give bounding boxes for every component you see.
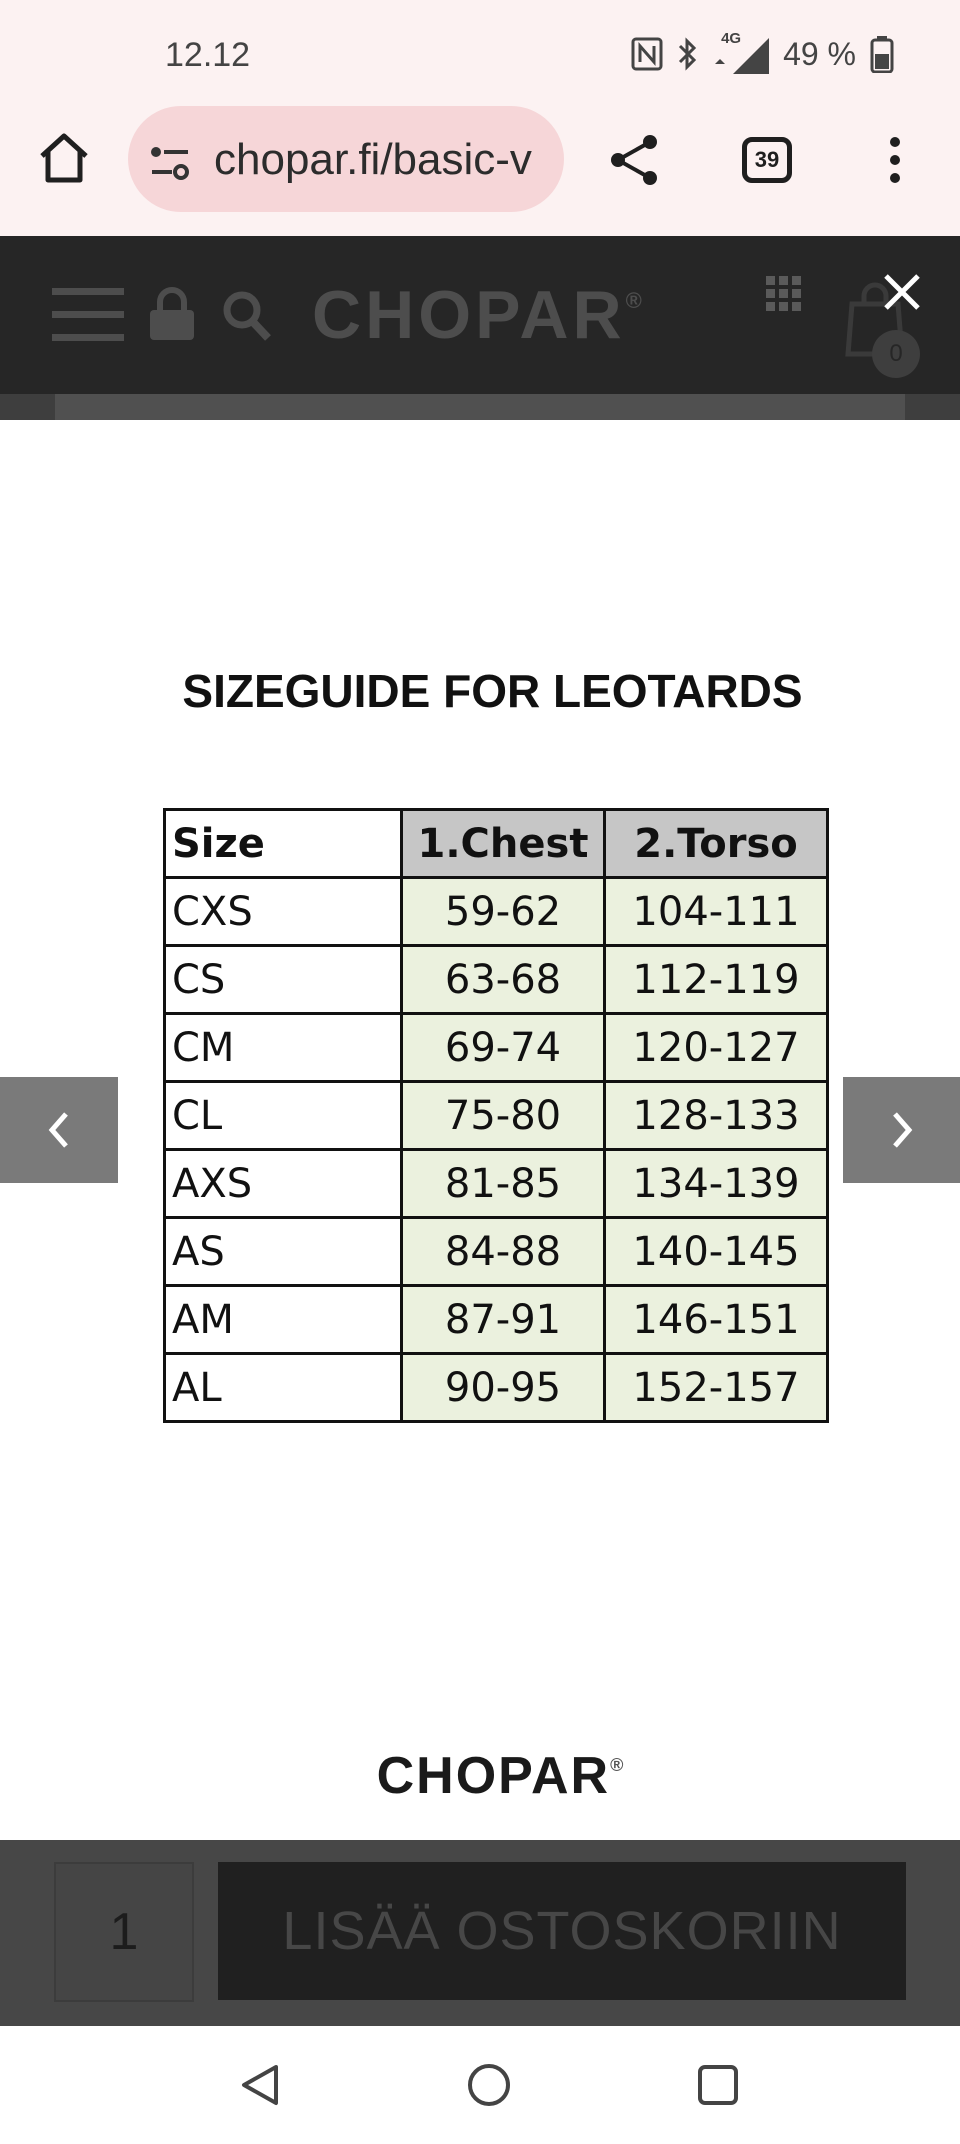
home-icon <box>34 128 94 188</box>
site-logo-mark: ® <box>625 288 642 313</box>
chest-cell: 75-80 <box>402 1082 605 1150</box>
site-logo-text: CHOPAR <box>312 277 626 353</box>
quantity-input[interactable]: 1 <box>54 1862 194 2002</box>
size-cell: AXS <box>165 1150 402 1218</box>
size-guide-logo <box>0 1746 960 1806</box>
size-table-header: 2.Torso <box>605 810 828 878</box>
system-back-button[interactable] <box>236 2061 284 2109</box>
search-icon <box>222 288 274 344</box>
page-image-edge-inner <box>55 394 905 420</box>
close-lightbox-button[interactable] <box>872 262 932 322</box>
chest-cell: 90-95 <box>402 1354 605 1422</box>
cart-count: 0 <box>889 340 903 367</box>
torso-cell: 128-133 <box>605 1082 828 1150</box>
torso-cell: 134-139 <box>605 1150 828 1218</box>
home-circle-icon <box>465 2061 513 2109</box>
chest-cell: 81-85 <box>402 1150 605 1218</box>
size-guide-title: SIZEGUIDE FOR LEOTARDS <box>182 665 803 717</box>
size-table <box>163 808 829 1423</box>
table-row <box>165 1150 828 1218</box>
hamburger-icon <box>52 288 124 342</box>
size-table-header: 1.Chest <box>402 810 605 878</box>
torso-cell: 120-127 <box>605 1014 828 1082</box>
table-row <box>165 1286 828 1354</box>
tab-count: 39 <box>754 147 780 172</box>
battery-percent: 49 % <box>783 35 856 72</box>
back-triangle-icon <box>236 2061 284 2109</box>
chevron-right-icon <box>887 1108 917 1152</box>
system-recents-button[interactable] <box>694 2061 742 2109</box>
battery-icon <box>870 35 894 73</box>
share-button[interactable] <box>604 130 664 190</box>
status-time: 12.12 <box>165 36 251 74</box>
table-row <box>165 946 828 1014</box>
size-cell: AM <box>165 1286 402 1354</box>
tune-icon <box>148 142 192 182</box>
add-to-cart-button[interactable]: LISÄÄ OSTOSKORIIN <box>218 1862 906 2000</box>
table-row <box>165 878 828 946</box>
size-cell: CXS <box>165 878 402 946</box>
torso-cell: 152-157 <box>605 1354 828 1422</box>
bluetooth-icon <box>677 37 699 71</box>
close-icon <box>882 272 922 312</box>
cart-count-badge <box>872 330 920 378</box>
table-row <box>165 1082 828 1150</box>
site-info-button[interactable] <box>148 142 192 182</box>
table-row <box>165 1014 828 1082</box>
chest-cell: 69-74 <box>402 1014 605 1082</box>
chest-cell: 59-62 <box>402 878 605 946</box>
network-type: 4G <box>721 30 742 47</box>
previous-image-button[interactable] <box>0 1077 118 1183</box>
share-icon <box>604 130 664 190</box>
size-cell: AL <box>165 1354 402 1422</box>
torso-cell: 140-145 <box>605 1218 828 1286</box>
signal-icon <box>713 30 769 74</box>
size-cell: AS <box>165 1218 402 1286</box>
site-menu-button[interactable] <box>52 288 124 342</box>
size-table-header-row <box>165 810 828 878</box>
chest-cell: 63-68 <box>402 946 605 1014</box>
chevron-left-icon <box>44 1108 74 1152</box>
system-home-button[interactable] <box>465 2061 513 2109</box>
tab-switcher-button[interactable] <box>742 137 792 183</box>
table-row <box>165 1218 828 1286</box>
site-search-button[interactable] <box>222 288 274 344</box>
url-text: chopar.fi/basic-v <box>214 135 532 184</box>
account-button[interactable] <box>148 286 196 342</box>
size-guide-logo-text: CHOPAR <box>376 1747 611 1805</box>
size-table-header: Size <box>165 810 402 878</box>
home-button[interactable] <box>34 128 94 188</box>
size-cell: CS <box>165 946 402 1014</box>
torso-cell: 104-111 <box>605 878 828 946</box>
more-vert-icon <box>880 130 910 190</box>
browser-menu-button[interactable] <box>880 130 910 190</box>
chest-cell: 84-88 <box>402 1218 605 1286</box>
status-icons <box>631 30 894 74</box>
lock-icon <box>148 286 196 342</box>
grid-icon <box>766 276 802 312</box>
site-logo[interactable] <box>312 276 642 354</box>
torso-cell: 146-151 <box>605 1286 828 1354</box>
next-image-button[interactable] <box>843 1077 960 1183</box>
size-guide-logo-mark: ® <box>610 1755 624 1775</box>
size-cell: CL <box>165 1082 402 1150</box>
table-row <box>165 1354 828 1422</box>
chest-cell: 87-91 <box>402 1286 605 1354</box>
size-cell: CM <box>165 1014 402 1082</box>
torso-cell: 112-119 <box>605 946 828 1014</box>
site-grid-button[interactable] <box>766 276 802 312</box>
nfc-icon <box>631 37 663 71</box>
recents-square-icon <box>694 2061 742 2109</box>
